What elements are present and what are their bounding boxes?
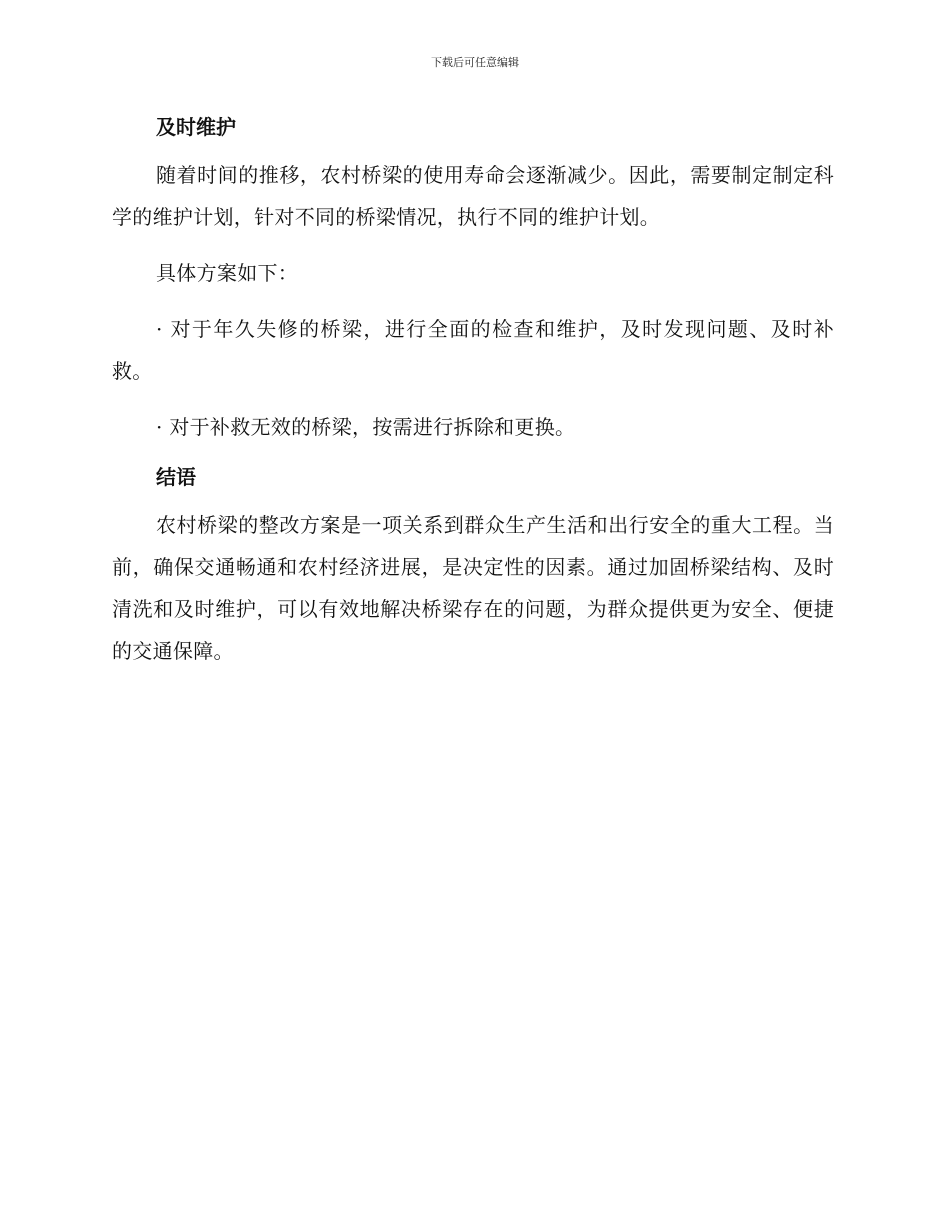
paragraph: 农村桥梁的整改方案是一项关系到群众生产生活和出行安全的重大工程。当前，确保交通畅通和农村经济进展，是决定性的因素。通过加固桥梁结构、及时清洗和及时维护，可以有效地解决桥梁存在的问题，为群众提供更为安全、便捷的交通保障。	[112, 513, 834, 663]
list-item: · 对于补救无效的桥梁，按需进行拆除和更换。	[156, 415, 576, 439]
page-header: 下载后可任意编辑	[431, 56, 519, 69]
section-heading-maintenance: 及时维护	[156, 115, 236, 139]
paragraph: 具体方案如下：	[156, 261, 299, 285]
list-item: · 对于年久失修的桥梁，进行全面的检查和维护，及时发现问题、及时补救。	[112, 317, 834, 383]
document-body	[112, 112, 834, 672]
paragraph: 随着时间的推移，农村桥梁的使用寿命会逐渐减少。因此，需要制定制定科学的维护计划，针对不同的桥梁情况，执行不同的维护计划。	[112, 163, 834, 229]
section-heading-conclusion: 结语	[156, 465, 196, 489]
